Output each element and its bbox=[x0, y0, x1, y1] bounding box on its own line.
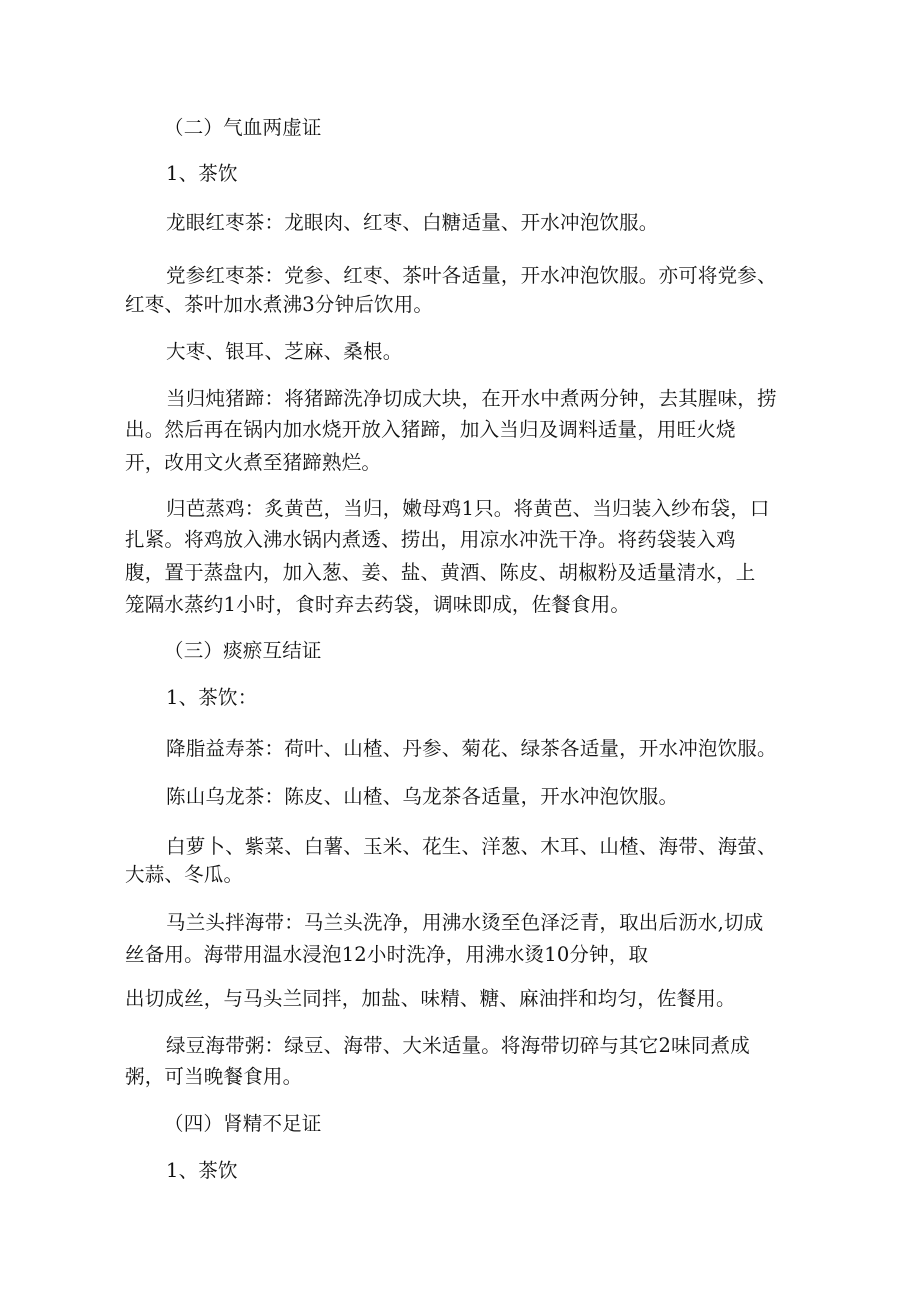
document-page: （二）气血两虚证 1、茶饮 龙眼红枣茶：龙眼肉、红枣、白糖适量、开水冲泡饮服。 党参红枣茶：党参、红枣、茶叶各适量，开水冲泡饮服。亦可将党参、 红枣、茶叶加水煮沸3分钟后饮用。 大枣、银耳、芝麻、桑根。 当归炖猪蹄：将猪蹄洗净切成大块，在开水中煮两分钟，去其腥味，捞 出。然后再在锅内加水烧开放入猪蹄，加入当归及调料适量，用旺火烧 开，改用文火煮至猪蹄熟烂。 归芭蒸鸡：炙黄芭，当归，嫩母鸡1只。将黄芭、当归装入纱布袋，口 扎紧。将鸡放入沸水锅内煮透、捞出，用凉水冲洗干净。将药袋装入鸡 腹，置于蒸盘内，加入葱、姜、盐、黄酒、陈皮、胡椒粉及适量清水，上 笼隔水蒸约1小时，食时弃去药袋，调味即成，佐餐食用。 （三）痰瘀互结证 1、茶饮： 降脂益寿茶：荷叶、山楂、丹参、菊花、绿茶各适量，开水冲泡饮服。 陈山乌龙茶：陈皮、山楂、乌龙茶各适量，开水冲泡饮服。 白萝卜、紫菜、白薯、玉米、花生、洋葱、木耳、山楂、海带、海萤、 大蒜、冬瓜。 马兰头拌海带：马兰头洗净，用沸水烫至色泽泛青，取出后沥水,切成 丝备用。海带用温水浸泡12小时洗净，用沸水烫10分钟，取 出切成丝，与马头兰同拌，加盐、味精、糖、麻油拌和均匀，佐餐用。 绿豆海带粥：绿豆、海带、大米适量。将海带切碎与其它2味同煮成 粥，可当晚餐食用。 （四）肾精不足证 1、茶饮 bbox=[125, 116, 777, 1182]
